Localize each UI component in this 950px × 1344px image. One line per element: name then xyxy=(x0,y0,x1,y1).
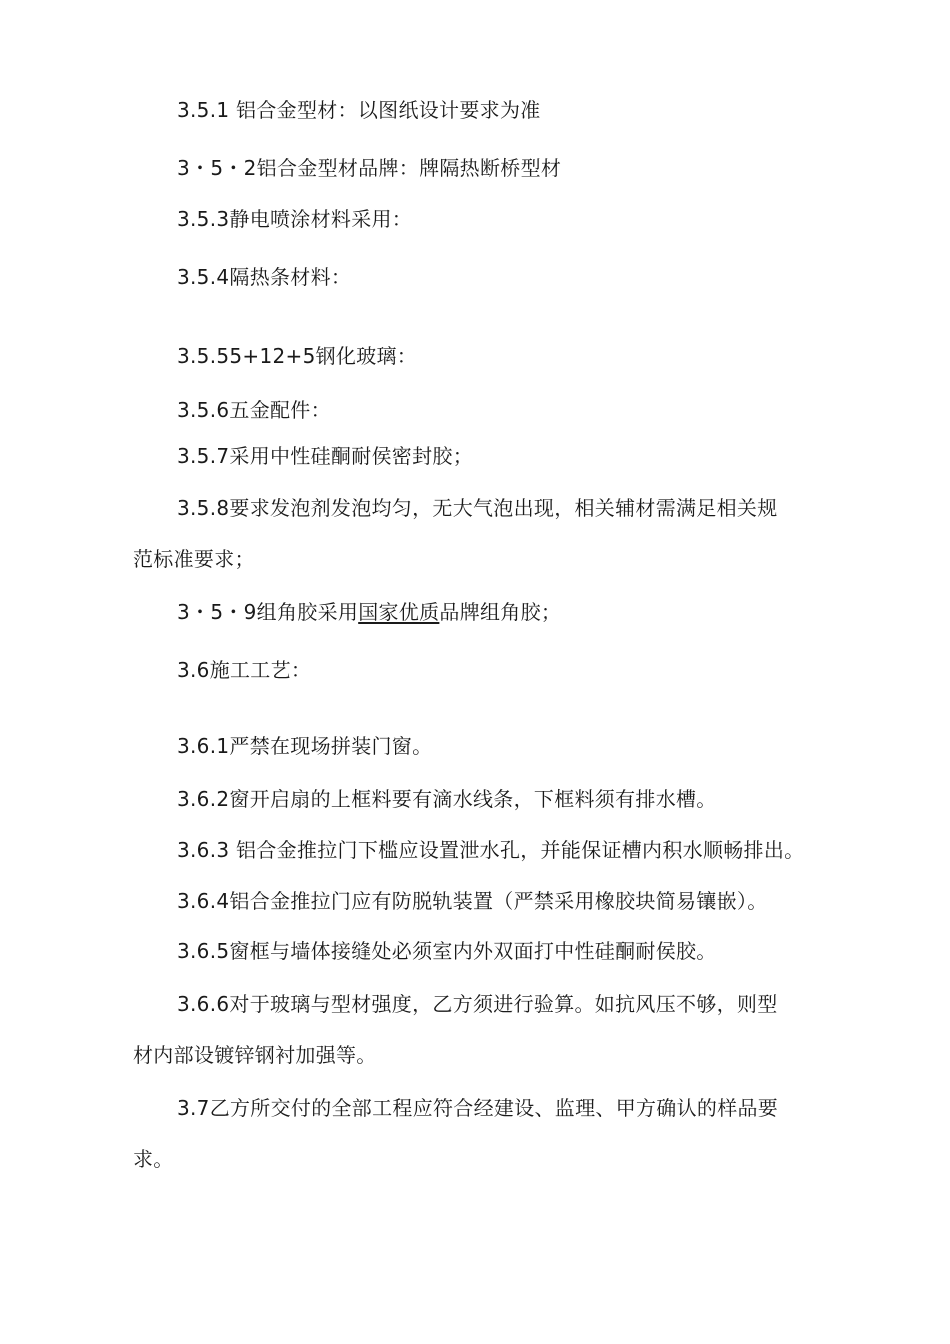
paragraph-3-6-6-line1: 3.6.6对于玻璃与型材强度，乙方须进行验算。如抗风压不够，则型 xyxy=(177,992,778,1016)
paragraph-3-6-3: 3.6.3 铝合金推拉门下槛应设置泄水孔，并能保证槽内积水顺畅排出。 xyxy=(177,838,805,862)
paragraph-3-5-1: 3.5.1 铝合金型材：以图纸设计要求为准 xyxy=(177,98,541,122)
paragraph-3-5-6: 3.5.6五金配件： xyxy=(177,398,331,422)
paragraph-3-6-1: 3.6.1严禁在现场拼装门窗。 xyxy=(177,734,433,758)
paragraph-3-5-8-line1: 3.5.8要求发泡剂发泡均匀，无大气泡出现，相关辅材需满足相关规 xyxy=(177,496,778,520)
paragraph-3-5-9-before: 3・5・9组角胶采用 xyxy=(177,600,359,624)
paragraph-3-5-4: 3.5.4隔热条材料： xyxy=(177,265,352,289)
underlined-text: 国家优质 xyxy=(358,600,440,624)
paragraph-3-5-3: 3.5.3静电喷涂材料采用： xyxy=(177,207,413,231)
paragraph-3-5-2: 3・5・2铝合金型材品牌：牌隔热断桥型材 xyxy=(177,156,562,180)
paragraph-3-7-line2: 求。 xyxy=(133,1147,174,1171)
paragraph-3-6-4: 3.6.4铝合金推拉门应有防脱轨装置（严禁采用橡胶块简易镶嵌）。 xyxy=(177,889,768,913)
paragraph-3-6-2: 3.6.2窗开启扇的上框料要有滴水线条，下框料须有排水槽。 xyxy=(177,787,717,811)
paragraph-3-5-7: 3.5.7采用中性硅酮耐侯密封胶； xyxy=(177,444,473,468)
paragraph-3-5-9-after: 品牌组角胶； xyxy=(439,600,562,624)
paragraph-3-5-8-line2: 范标准要求； xyxy=(133,547,255,571)
paragraph-3-7-line1: 3.7乙方所交付的全部工程应符合经建设、监理、甲方确认的样品要 xyxy=(177,1096,779,1120)
paragraph-3-5-9 xyxy=(177,598,561,626)
paragraph-3-5-5: 3.5.55+12+5钢化玻璃： xyxy=(177,344,418,368)
paragraph-3-6-5: 3.6.5窗框与墙体接缝处必须室内外双面打中性硅酮耐侯胶。 xyxy=(177,939,717,963)
paragraph-3-6-6-line2: 材内部设镀锌钢衬加强等。 xyxy=(133,1043,377,1067)
heading-3-6: 3.6施工工艺： xyxy=(177,658,312,682)
